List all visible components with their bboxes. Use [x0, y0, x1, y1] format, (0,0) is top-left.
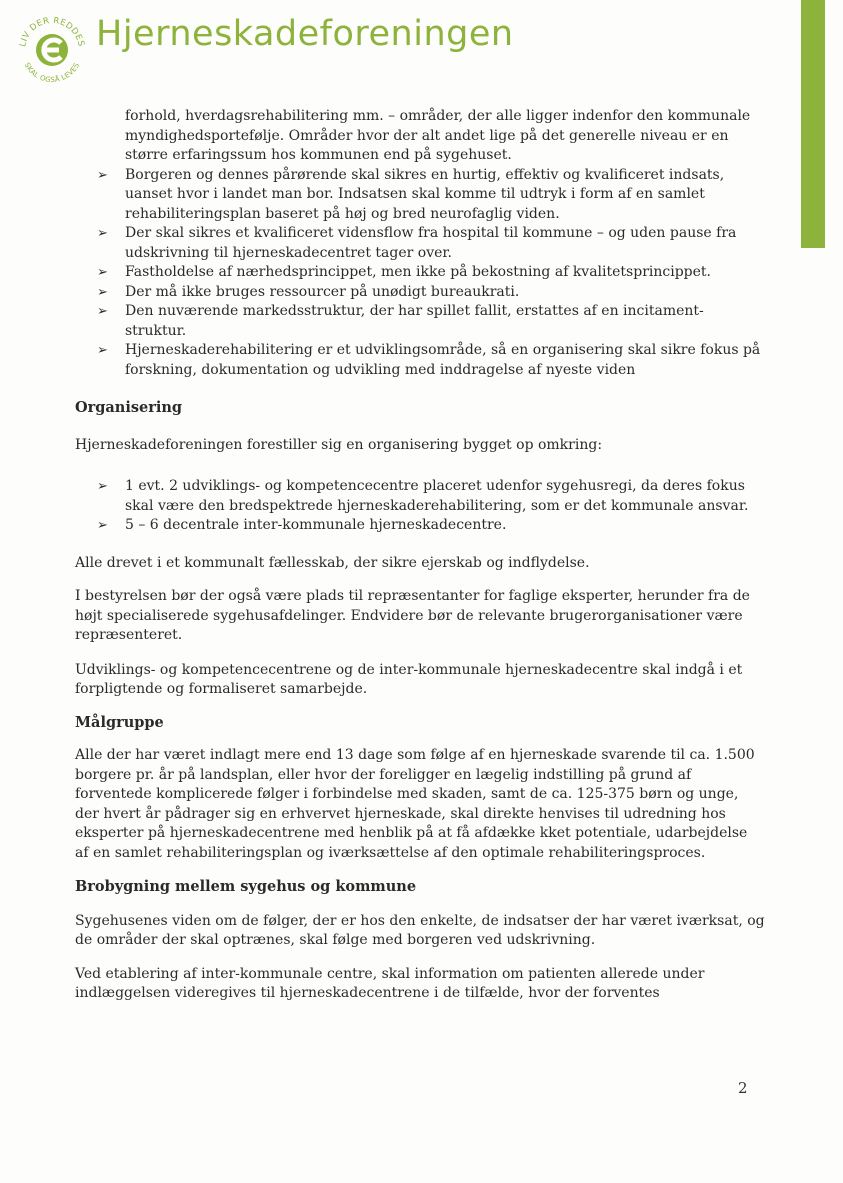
logo-text-top: LIV DER REDDES [18, 15, 86, 48]
arrow-bullet-icon: ➢ [97, 343, 108, 358]
section-heading-organisering: Organisering [75, 399, 183, 416]
principles-list [75, 166, 765, 381]
paragraph: Sygehusenes viden om de følger, der er hos den enkelte, de indsatser der har været iværksat, og de områder der skal optrænes, skal følge med borgeren ved udskrivning. [75, 912, 765, 948]
arrow-bullet-icon: ➢ [97, 304, 108, 319]
list-item: ➢ 1 evt. 2 udviklings- og kompetencecentre placeret udenfor sygehusregi, da deres fokus skal være den bredspektrede hjerneskaderehabilitering, som er det kommunale ansvar. [97, 478, 749, 514]
paragraph: Ved etablering af inter-kommunale centre, skal information om patienten allerede under indlæggelsen videregives til hjerneskadecentrene i de tilfælde, hvor der forventes [75, 965, 705, 1001]
arrow-bullet-icon: ➢ [97, 518, 108, 533]
intro-continuation: forhold, hverdagsrehabilitering mm. – områder, der alle ligger indenfor den kommunale myndighedsportefølje. Områder hvor der alt andet lige på det generelle niveau er en større erfaringssum hos kommunen end på sygehuset. [125, 108, 751, 163]
arrow-bullet-icon: ➢ [97, 284, 108, 300]
arrow-bullet-icon: ➢ [97, 167, 108, 183]
list-item: ➢ Borgeren og dennes pårørende skal sikres en hurtig, effektiv og kvalificeret indsats, uanset hvor i landet man bor. Indsatsen skal komme til udtryk i form af en samlet rehabiliteringsplan baseret på høj og bred neurofaglig viden. [97, 166, 725, 222]
organisering-list [75, 477, 765, 536]
maalgruppe-text: Alle der har været indlagt mere end 13 dage som følge af en hjerneskade svarende til ca. 1.500 borgere pr. år på landsplan, eller hvor der foreligger en lægelig indstilling på grund af forventede komplicerede følger i forbindelse med skaden, samt de ca. 125-375 børn og unge, der hvert år pådrager sig en erhvervet hjerneskade, skal direkte henvises til udredning hos eksperter på hjerneskadecentrene med henblik på at få afdække kket potentiale, udarbejdelse af en samlet rehabiliteringsplan og iværksættelse af den optimale rehabiliteringsproces. [75, 747, 755, 861]
list-item: ➢ Der må ikke bruges ressourcer på unødigt bureaukrati. [75, 283, 765, 303]
section-heading-maalgruppe: Målgruppe [75, 713, 164, 731]
list-item: ➢ Den nuværende markedsstruktur, der har spillet fallit, erstattes af en incitament-struktur. [97, 303, 704, 339]
list-item: ➢ Fastholdelse af nærhedsprincippet, men ikke på bekostning af kvalitetsprincippet. [75, 263, 765, 283]
logo-text-bottom: SKAL OGSÅ LEVES [22, 61, 82, 84]
list-item: ➢ Der skal sikres et kvalificeret vidensflow fra hospital til kommune – og uden pause fra udskrivning til hjerneskadecentret tager over. [97, 225, 737, 261]
arrow-bullet-icon: ➢ [97, 479, 108, 494]
section-heading-brobygning: Brobygning mellem sygehus og kommune [75, 878, 417, 895]
paragraph: Alle drevet i et kommunalt fællesskab, der sikre ejerskab og indflydelse. [75, 554, 590, 571]
list-item: ➢ 5 – 6 decentrale inter-kommunale hjerneskadecentre. [75, 516, 765, 536]
organization-name: Hjerneskadeforeningen [96, 14, 514, 54]
page-number: 2 [738, 1079, 748, 1097]
logo [16, 12, 88, 84]
organisering-intro: Hjerneskadeforeningen forestiller sig en organisering bygget op omkring: [75, 436, 603, 453]
side-accent-bar [801, 0, 825, 248]
arrow-bullet-icon: ➢ [97, 226, 108, 241]
paragraph: Udviklings- og kompetencecentrene og de inter-kommunale hjerneskadecentre skal indgå i et forpligtende og formaliseret samarbejde. [75, 661, 743, 697]
list-item: ➢ Hjerneskaderehabilitering er et udviklingsområde, så en organisering skal sikre fokus på forskning, dokumentation og udvikling med inddragelse af nyeste viden [97, 342, 761, 378]
paragraph: I bestyrelsen bør der også være plads til repræsentanter for faglige eksperter, herunder fra de højt specialiserede sygehusafdelinger. Endvidere bør de relevante brugerorganisationer være repræsenteret. [75, 588, 750, 643]
document-body [75, 107, 765, 1004]
arrow-bullet-icon: ➢ [97, 265, 108, 280]
